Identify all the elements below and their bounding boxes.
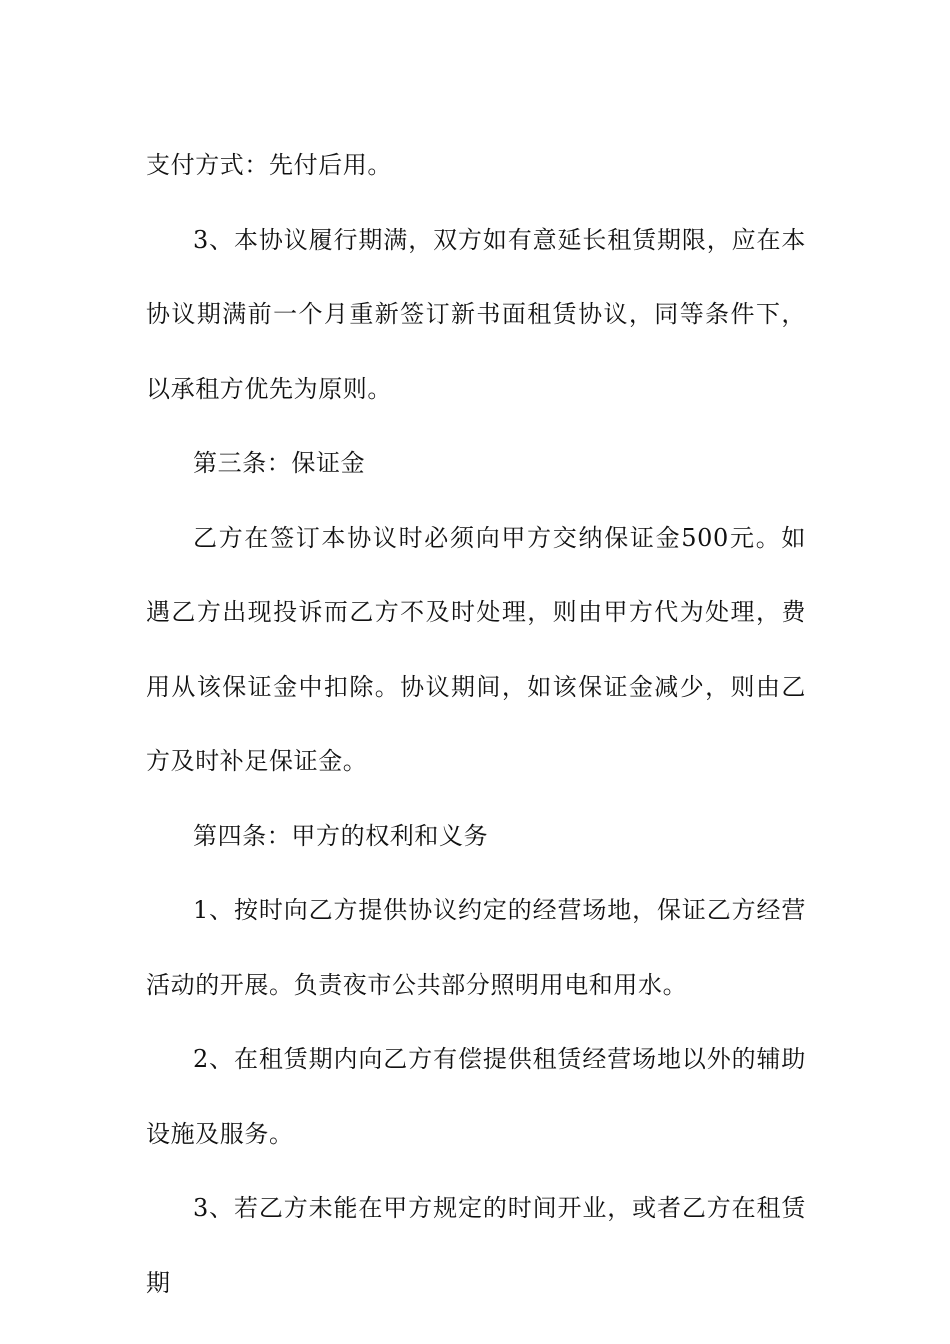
paragraph-party-a-duty-1: 1、按时向乙方提供协议约定的经营场地，保证乙方经营活动的开展。负责夜市公共部分照明用电和用水。 [146,896,806,999]
heading-article-four: 第四条：甲方的权利和义务 [193,821,489,850]
paragraph-clause-renewal: 3、本协议履行期满，双方如有意延长租赁期限，应在本协议期满前一个月重新签订新书面租赁协议，同等条件下，以承租方优先为原则。 [146,225,806,403]
paragraph-party-a-duty-3: 3、若乙方未能在甲方规定的时间开业，或者乙方在租赁期 [146,1194,806,1297]
paragraph-deposit: 乙方在签订本协议时必须向甲方交纳保证金500元。如遇乙方出现投诉而乙方不及时处理，则由甲方代为处理，费用从该保证金中扣除。协议期间，如该保证金减少，则由乙方及时补足保证金。 [146,523,806,775]
paragraph-party-a-duty-2: 2、在租赁期内向乙方有偿提供租赁经营场地以外的辅助设施及服务。 [146,1045,806,1148]
heading-article-three: 第三条：保证金 [193,449,366,477]
document-body [146,128,806,1320]
paragraph-payment-method: 支付方式：先付后用。 [146,151,392,179]
